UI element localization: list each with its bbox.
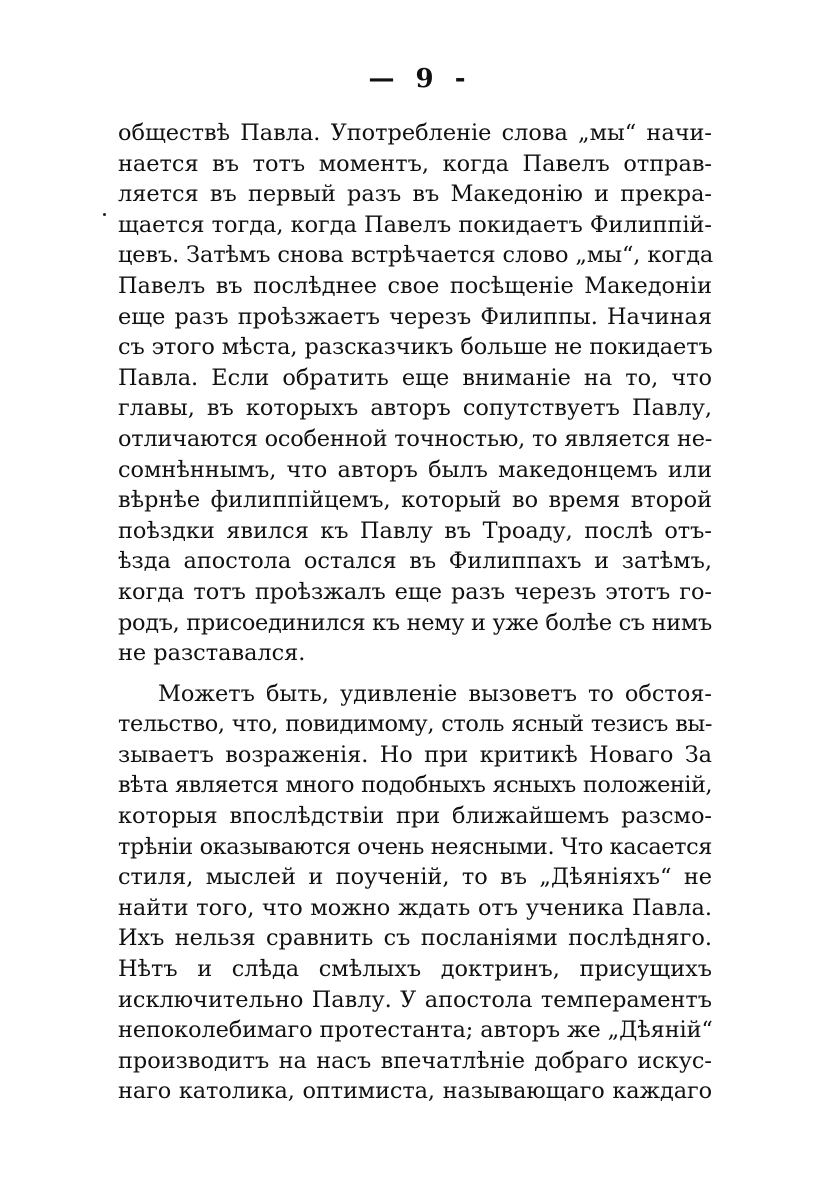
- text-line: Павла. Если обратить еще вниманіе на то, что: [118, 364, 712, 391]
- text-line: исключительно Павлу. У апостола темпераментъ: [118, 986, 712, 1013]
- text-line: еще разъ проѣзжаетъ черезъ Филиппы. Начиная: [118, 303, 712, 330]
- text-line: ляется въ первый разъ въ Македонію и прекра-: [118, 181, 712, 208]
- text-line: главы, въ которыхъ авторъ сопутствуетъ Павлу,: [118, 395, 712, 422]
- text-line: родъ, присоединился къ нему и уже болѣе съ нимъ: [118, 609, 712, 636]
- paragraph-1: [118, 118, 712, 669]
- text-line: найти того, что можно ждать отъ ученика Павла.: [118, 894, 712, 921]
- print-speck: [103, 213, 106, 216]
- text-line: Павелъ въ послѣднее свое посѣщеніе Македоніи: [118, 272, 712, 299]
- paragraph-gap: [118, 669, 712, 679]
- text-line: Ихъ нельзя сравнить съ посланіями послѣдняго.: [118, 925, 712, 952]
- text-line: Можетъ быть, удивленіе вызоветъ то обстоя-: [158, 680, 712, 707]
- text-line: вѣрнѣе филиппійцемъ, который во время второй: [118, 487, 712, 514]
- text-line: тельство, что, повидимому, столь ясный тезисъ вы-: [118, 711, 712, 738]
- text-line: сомнѣннымъ, что авторъ былъ македонцемъ или: [118, 456, 712, 483]
- text-line: ѣзда апостола остался въ Филиппахъ и затѣмъ,: [118, 548, 712, 575]
- text-line: щается тогда, когда Павелъ покидаетъ Филиппій-: [118, 211, 712, 238]
- text-line: стиля, мыслей и поученій, то въ „Дѣяніяхъ“ не: [118, 864, 712, 891]
- body-text: [118, 118, 712, 1107]
- text-line: не разставался.: [118, 640, 306, 667]
- text-line: когда тотъ проѣзжалъ еще разъ черезъ этотъ го-: [118, 578, 712, 605]
- text-line: цевъ. Затѣмъ снова встрѣчается слово „мы“, когда: [118, 242, 714, 269]
- text-line: зываетъ возраженія. Но при критикѣ Новаго За: [118, 741, 712, 768]
- text-line: нается въ тотъ моментъ, когда Павелъ отправ-: [118, 150, 712, 177]
- text-line: производитъ на насъ впечатлѣніе добраго искус-: [118, 1047, 712, 1074]
- text-line: поѣздки явился къ Павлу въ Троаду, послѣ отъ-: [118, 517, 712, 544]
- text-line: обществѣ Павла. Употребленіе слова „мы“ начи-: [118, 120, 712, 146]
- text-line: вѣта является много подобныхъ ясныхъ положеній,: [118, 772, 712, 799]
- text-line: трѣніи оказываются очень неясными. Что касается: [118, 833, 712, 860]
- text-line: непоколебимаго протестанта; авторъ же „Дѣяній“: [118, 1017, 713, 1044]
- paragraph-2: [118, 679, 712, 1107]
- text-line: съ этого мѣста, разсказчикъ больше не покидаетъ: [118, 334, 713, 361]
- text-line: Нѣтъ и слѣда смѣлыхъ доктринъ, присущихъ: [118, 956, 712, 983]
- text-line: которыя впослѣдствіи при ближайшемъ разсмо-: [118, 803, 712, 830]
- text-line: отличаются особенной точностью, то является не-: [118, 425, 713, 452]
- page-number-header: — 9 -: [368, 64, 472, 94]
- text-line: наго католика, оптимиста, называющаго каждаго: [118, 1078, 712, 1105]
